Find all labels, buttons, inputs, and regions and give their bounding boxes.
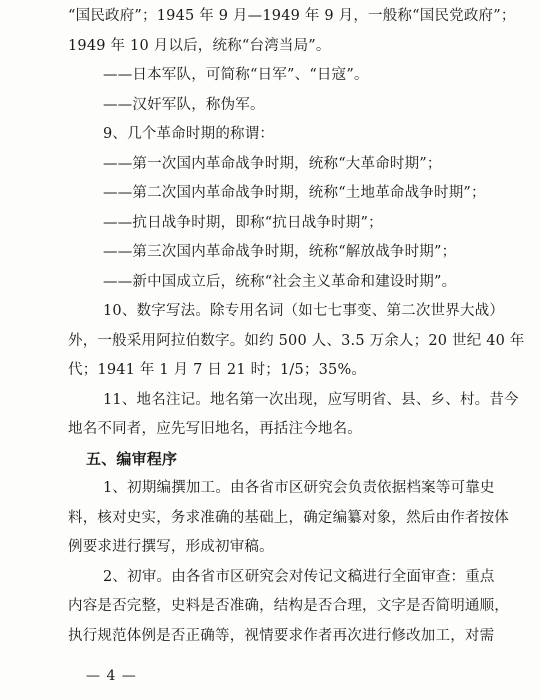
text-line-15: 地名不同者，应先写旧地名，再括注今地名。 xyxy=(68,421,362,437)
text-line-21: 内容是否完整，史料是否准确，结构是否合理，文字是否简明通顺， xyxy=(68,598,509,614)
text-line-5: 9、几个革命时期的称谓： xyxy=(103,126,275,142)
text-line-14: 11、地名注记。地名第一次出现，应写明省、县、乡、村。昔今 xyxy=(103,391,519,408)
text-line-2: 1949 年 10 月以后，统称“台湾当局”。 xyxy=(68,37,331,54)
section-heading: 五、编审程序 xyxy=(86,449,178,468)
text-line-6: ——第一次国内革命战争时期，统称“大革命时期”； xyxy=(103,155,442,172)
text-line-22: 执行规范体例是否正确等，视情要求作者再次进行修改加工，对需 xyxy=(68,627,495,644)
text-line-7: ——第二次国内革命战争时期，统称“土地革命战争时期”； xyxy=(103,185,486,201)
text-line-19: 例要求进行撰写，形成初审稿。 xyxy=(68,539,274,555)
text-line-12: 外，一般采用阿拉伯数字。如约 500 人、3.5 万余人；20 世纪 40 年 xyxy=(68,332,525,349)
text-line-20: 2、初审。由各省市区研究会对传记文稿进行全面审查：重点 xyxy=(103,568,495,585)
text-line-11: 10、数字写法。除专用名词（如七七事变、第二次世界大战） xyxy=(103,303,505,319)
page-number: — 4 — xyxy=(86,668,137,684)
text-line-1: “国民政府”；1945 年 9 月—1949 年 9 月，一般称“国民党政府”； xyxy=(68,8,516,24)
text-line-10: ——新中国成立后，统称“社会主义革命和建设时期”。 xyxy=(103,273,457,290)
text-line-17: 1、初期编撰加工。由各省市区研究会负责依据档案等可靠史 xyxy=(103,480,495,496)
text-line-9: ——第三次国内革命战争时期，统称“解放战争时期”； xyxy=(103,244,457,260)
text-line-3: ——日本军队，可简称“日军”、“日寇”。 xyxy=(103,67,369,83)
text-line-4: ——汉奸军队，称伪军。 xyxy=(103,96,265,113)
text-line-18: 料，核对史实，务求准确的基础上，确定编纂对象，然后由作者按体 xyxy=(68,509,509,526)
text-line-13: 代；1941 年 1 月 7 日 21 时；1/5；35%。 xyxy=(68,362,367,378)
text-line-8: ——抗日战争时期，即称“抗日战争时期”； xyxy=(103,214,383,231)
